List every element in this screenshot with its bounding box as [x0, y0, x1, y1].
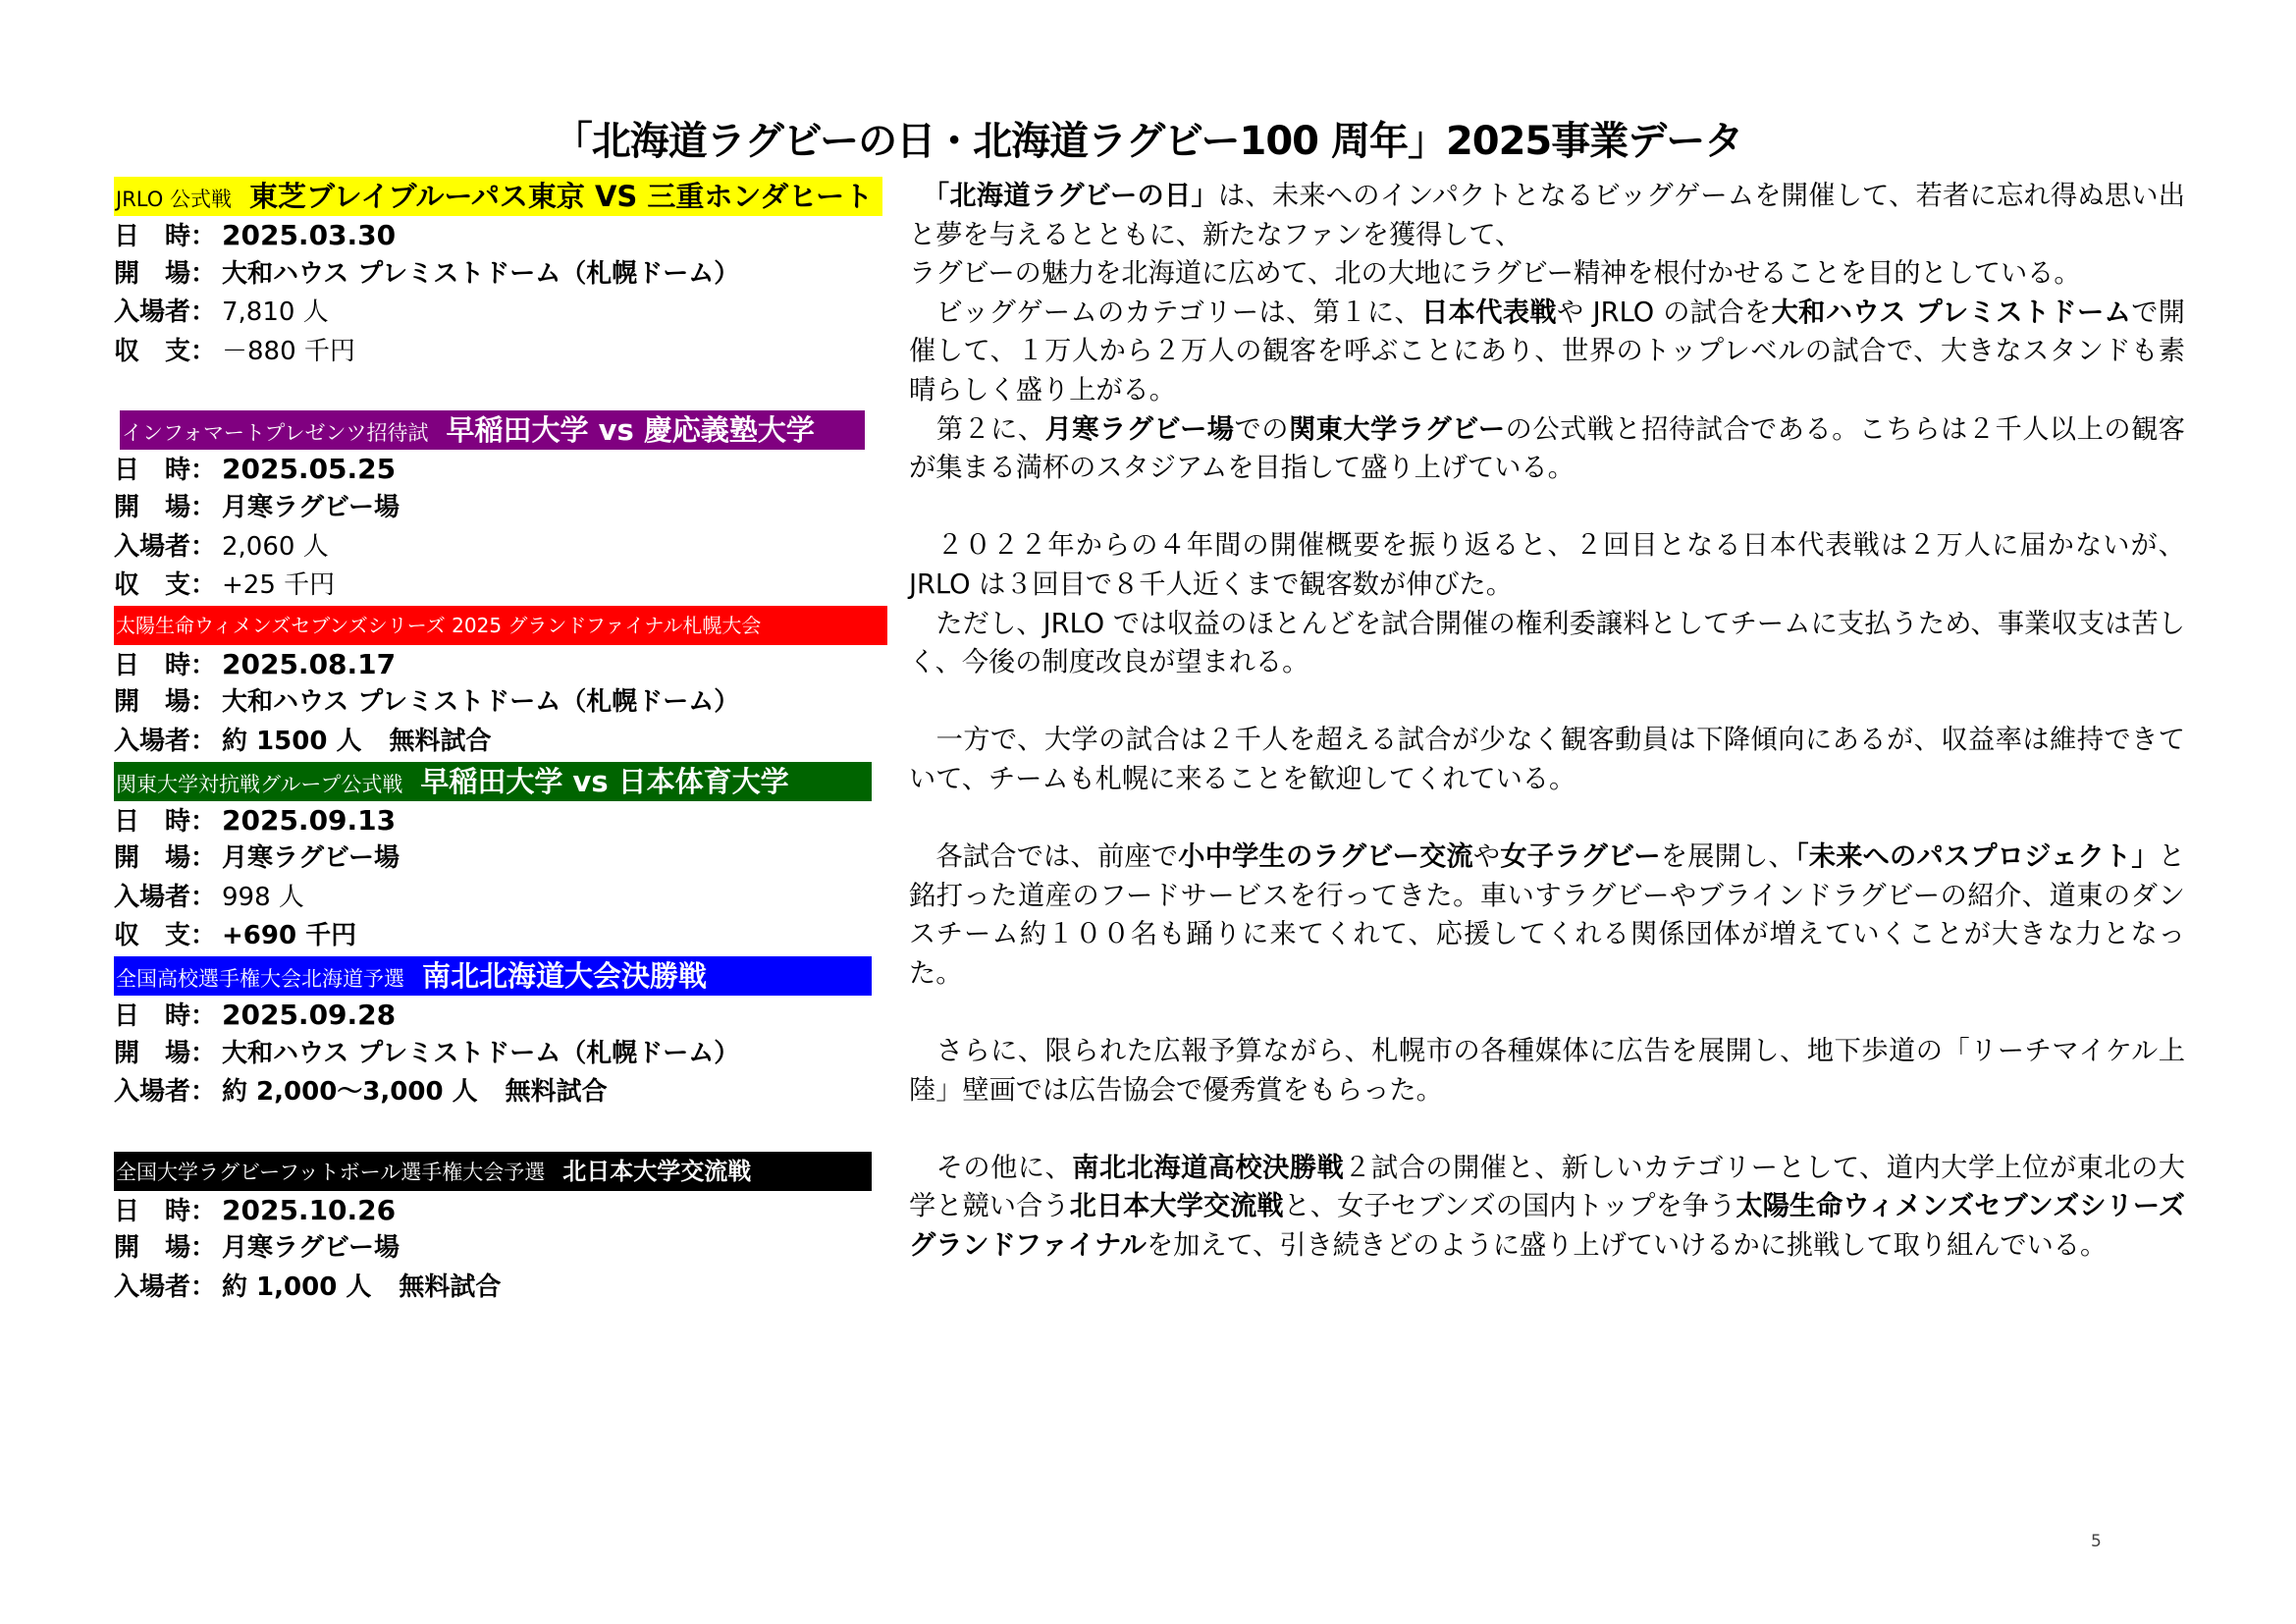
balance-label: 収 支：: [114, 336, 217, 366]
emphasis: 日本代表戦: [1421, 297, 1558, 328]
event-date-row: [114, 996, 889, 1035]
venue-label: 開 場：: [114, 1038, 217, 1068]
event-category: JRLO 公式戦: [116, 188, 232, 211]
attendance-label: 入場者：: [114, 882, 217, 912]
event-match: 東芝ブレイブルーパス東京 VS 三重ホンダヒート: [248, 180, 874, 213]
paragraph-category-1: ビッグゲームのカテゴリーは、第１に、日本代表戦や JRLO の試合を大和ハウス プレミストドームで開催して、１万人から２万人の観客を呼ぶことにあり、世界のトップレベルの試合で、大きなスタンドも素晴らしく盛り上がる。: [909, 297, 2185, 406]
emphasis: 北日本大学交流戦: [1069, 1191, 1284, 1222]
paragraph-activities: 各試合では、前座で小中学生のラグビー交流や女子ラグビーを展開し、「未来へのパスプロジェクト」と銘打った道産のフードサービスを行ってきた。車いすラグビーやブラインドラグビーの紹介、道東のダンスチーム約１００名も踊りに来てくれて、応援してくれる関係団体が増えていくことが大きな力となった。: [909, 841, 2185, 989]
event-category: 全国高校選手権大会北海道予選: [116, 966, 404, 991]
event-attendance-note: 無料試合: [399, 1272, 502, 1302]
event-balance-row: [114, 567, 889, 606]
attendance-label: 入場者：: [114, 1077, 217, 1108]
paragraph-jrlo-balance: ただし、JRLO では収益のほとんどを試合開催の権利委譲料としてチームに支払うため、事業収支は苦しく、今後の制度改良が望まれる。: [909, 608, 2185, 678]
event-header: [114, 956, 872, 996]
event-north-japan-university: [114, 1152, 889, 1308]
event-header: [120, 410, 865, 450]
paragraph-purpose: 「北海道ラグビーの日」は、未来へのインパクトとなるビッグゲームを開催して、若者に忘れ得ぬ思い出と夢を与えるとともに、新たなファンを獲得して、: [909, 181, 2185, 250]
venue-label: 開 場：: [114, 1233, 217, 1264]
venue-label: 開 場：: [114, 258, 217, 289]
event-attendance-row: [114, 723, 889, 762]
date-label: 日 時：: [114, 1196, 217, 1226]
date-label: 日 時：: [114, 650, 217, 680]
date-label: 日 時：: [114, 1001, 217, 1031]
event-attendance-note: 無料試合: [505, 1077, 608, 1108]
balance-label: 収 支：: [114, 921, 217, 951]
page-title: 「北海道ラグビーの日・北海道ラグビー100 周年」2025事業データ: [553, 119, 1743, 164]
event-date-row: [114, 450, 889, 489]
event-date-row: [114, 1191, 889, 1230]
emphasis: 「北海道ラグビーの日」: [935, 181, 1218, 211]
event-jrlo: [114, 177, 889, 371]
event-venue: 大和ハウス プレミストドーム（札幌ドーム）: [222, 1038, 740, 1068]
event-date-row: [114, 645, 889, 684]
event-high-school-final: [114, 956, 889, 1112]
event-attendance-row: [114, 528, 889, 568]
event-waseda-keio: [114, 410, 889, 605]
event-header: [114, 1152, 872, 1191]
event-venue-row: [114, 683, 889, 723]
event-date: 2025.10.26: [222, 1193, 397, 1226]
event-venue: 月寒ラグビー場: [222, 1233, 400, 1264]
event-balance-row: [114, 917, 889, 956]
event-balance: +25 千円: [222, 570, 336, 601]
emphasis: 太陽生命ウィメンズセブンズシリーズグランドファイナル: [909, 1191, 2185, 1262]
event-date: 2025.03.30: [222, 219, 397, 251]
attendance-label: 入場者：: [114, 531, 217, 562]
event-match: 早稲田大学 vs 日本体育大学: [420, 764, 789, 798]
paragraph-purpose-cont: ラグビーの魅力を北海道に広めて、北の大地にラグビー精神を根付かせることを目的としている。: [909, 258, 2081, 290]
event-date: 2025.05.25: [222, 453, 397, 486]
event-venue-row: [114, 1229, 889, 1269]
attendance-label: 入場者：: [114, 298, 217, 328]
event-attendance: 約 1,000 人: [222, 1272, 372, 1302]
paragraph-review: ２０２２年からの４年間の開催概要を振り返ると、２回目となる日本代表戦は２万人に届かないが、JRLO は３回目で８千人近くまで観客数が伸びた。: [909, 530, 2185, 600]
event-waseda-nittai: [114, 762, 889, 956]
emphasis: 「未来へのパスプロジェクト」: [1794, 841, 2159, 873]
event-venue: 月寒ラグビー場: [222, 492, 400, 522]
date-label: 日 時：: [114, 806, 217, 837]
event-header: [114, 606, 887, 645]
event-balance: +690 千円: [222, 921, 357, 951]
event-venue-row: [114, 839, 889, 879]
event-attendance: 約 2,000～3,000 人: [222, 1077, 478, 1108]
emphasis: 南北北海道高校決勝戦: [1072, 1152, 1345, 1183]
event-header: [114, 762, 872, 801]
paragraph-university: 一方で、大学の試合は２千人を超える試合が少なく観客動員は下降傾向にあるが、収益率は維持できていて、チームも札幌に来ることを歓迎してくれている。: [909, 725, 2185, 794]
event-date-row: [114, 216, 889, 255]
event-date: 2025.08.17: [222, 647, 397, 680]
event-attendance: 998 人: [222, 882, 304, 912]
paragraph-advertising: さらに、限られた広報予算ながら、札幌市の各種媒体に広告を展開し、地下歩道の「リーチマイケル上陸」壁画では広告協会で優秀賞をもらった。: [909, 1036, 2185, 1106]
body-text: [909, 177, 2185, 1266]
balance-label: 収 支：: [114, 570, 217, 601]
event-attendance-row: [114, 1073, 889, 1112]
event-venue: 大和ハウス プレミストドーム（札幌ドーム）: [222, 258, 740, 289]
attendance-label: 入場者：: [114, 1272, 217, 1302]
event-venue-row: [114, 489, 889, 528]
paragraph-category-2: 第２に、月寒ラグビー場での関東大学ラグビーの公式戦と招待試合である。こちらは２千人以上の観客が集まる満杯のスタジアムを目指して盛り上げている。: [909, 413, 2185, 484]
event-category: インフォマートプレゼンツ招待試: [122, 421, 429, 446]
event-attendance-row: [114, 294, 889, 333]
page-number: 5: [2091, 1532, 2102, 1551]
venue-label: 開 場：: [114, 687, 217, 718]
event-venue-row: [114, 1035, 889, 1074]
event-attendance: 7,810 人: [222, 298, 329, 328]
emphasis: 月寒ラグビー場: [1044, 413, 1235, 445]
event-match: 早稲田大学 vs 慶応義塾大学: [446, 413, 815, 448]
event-attendance-row: [114, 1269, 889, 1308]
emphasis: 女子ラグビー: [1500, 841, 1661, 873]
attendance-label: 入場者：: [114, 726, 217, 756]
event-match: 南北北海道大会決勝戦: [422, 958, 708, 993]
event-category: 関東大学対抗戦グループ公式戦: [116, 772, 403, 796]
date-label: 日 時：: [114, 456, 217, 486]
event-balance-row: [114, 333, 889, 372]
event-match: 北日本大学交流戦: [562, 1157, 752, 1185]
venue-label: 開 場：: [114, 843, 217, 874]
event-venue: 月寒ラグビー場: [222, 843, 400, 874]
emphasis: 小中学生のラグビー交流: [1178, 841, 1473, 873]
event-attendance-row: [114, 879, 889, 918]
event-attendance: 約 1500 人: [222, 726, 362, 756]
event-date: 2025.09.28: [222, 998, 397, 1031]
venue-label: 開 場：: [114, 492, 217, 522]
event-header: [114, 177, 882, 216]
event-balance: －880 千円: [222, 336, 355, 366]
event-category: 全国大学ラグビーフットボール選手権大会予選: [116, 1160, 546, 1184]
date-label: 日 時：: [114, 222, 217, 251]
event-venue-row: [114, 255, 889, 295]
event-attendance: 2,060 人: [222, 531, 329, 562]
event-womens-sevens: [114, 606, 889, 762]
event-list: [114, 177, 889, 1307]
event-venue: 大和ハウス プレミストドーム（札幌ドーム）: [222, 687, 740, 718]
event-date-row: [114, 801, 889, 840]
emphasis: 関東大学ラグビー: [1288, 413, 1506, 445]
paragraph-other: その他に、南北北海道高校決勝戦２試合の開催と、新しいカテゴリーとして、道内大学上位が東北の大学と競い合う北日本大学交流戦と、女子セブンズの国内トップを争う太陽生命ウィメンズセブンズシリーズグランドファイナルを加えて、引き続きどのように盛り上げていけるかに挑戦して取り組んでいる。: [909, 1152, 2185, 1262]
emphasis: 大和ハウス プレミストドーム: [1771, 297, 2132, 328]
event-attendance-note: 無料試合: [389, 726, 492, 756]
event-date: 2025.09.13: [222, 803, 397, 837]
event-category: 太陽生命ウィメンズセブンズシリーズ 2025 グランドファイナル札幌大会: [116, 613, 762, 637]
